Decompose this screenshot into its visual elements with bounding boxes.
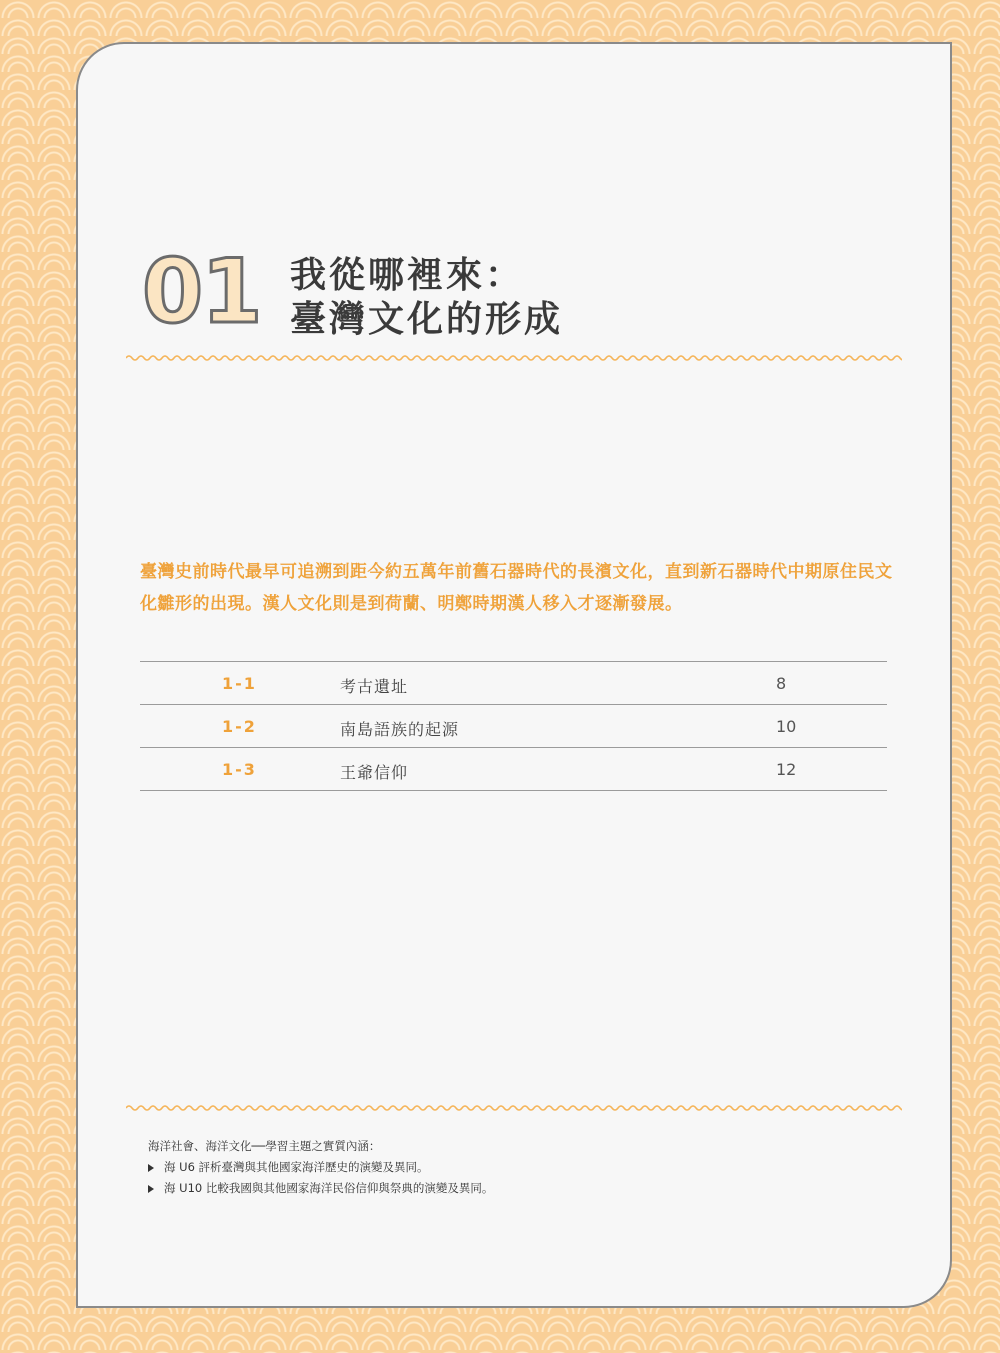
- toc-section-number: 1-2: [222, 717, 257, 736]
- chapter-title-line1: 我從哪裡來：: [290, 255, 525, 296]
- toc-row[interactable]: [140, 661, 887, 704]
- toc-section-number: 1-1: [222, 674, 257, 693]
- toc-section-title: 南島語族的起源: [340, 720, 460, 739]
- triangle-bullet-icon: [148, 1185, 154, 1193]
- chapter-title: [290, 254, 563, 342]
- chapter-intro: 臺灣史前時代最早可追溯到距今約五萬年前舊石器時代的長濱文化，直到新石器時代中期原住民文化雛形的出現。漢人文化則是到荷蘭、明鄭時期漢人移入才逐漸發展。: [140, 562, 893, 614]
- chapter-number: 01: [142, 240, 261, 343]
- toc-row[interactable]: [140, 704, 887, 747]
- toc-section-title: 考古遺址: [340, 677, 409, 696]
- note-item: [148, 1178, 493, 1199]
- notes-heading: 海洋社會、海洋文化──學習主題之實質內涵：: [148, 1139, 381, 1153]
- wavy-divider-bottom: [126, 1103, 902, 1113]
- table-of-contents: [140, 661, 887, 791]
- note-item: [148, 1157, 493, 1178]
- toc-page-number: 10: [776, 717, 797, 736]
- curriculum-notes: [148, 1136, 493, 1199]
- note-text: 海 U6 評析臺灣與其他國家海洋歷史的演變及異同。: [164, 1160, 429, 1174]
- toc-page-number: 12: [776, 760, 797, 779]
- triangle-bullet-icon: [148, 1164, 154, 1172]
- chapter-title-line2: 臺灣文化的形成: [290, 299, 564, 340]
- note-text: 海 U10 比較我國與其他國家海洋民俗信仰與祭典的演變及異同。: [164, 1181, 494, 1195]
- toc-page-number: 8: [776, 674, 787, 693]
- wavy-divider-top: [126, 353, 902, 363]
- toc-section-number: 1-3: [222, 760, 257, 779]
- toc-row[interactable]: [140, 747, 887, 791]
- toc-section-title: 王爺信仰: [340, 763, 409, 782]
